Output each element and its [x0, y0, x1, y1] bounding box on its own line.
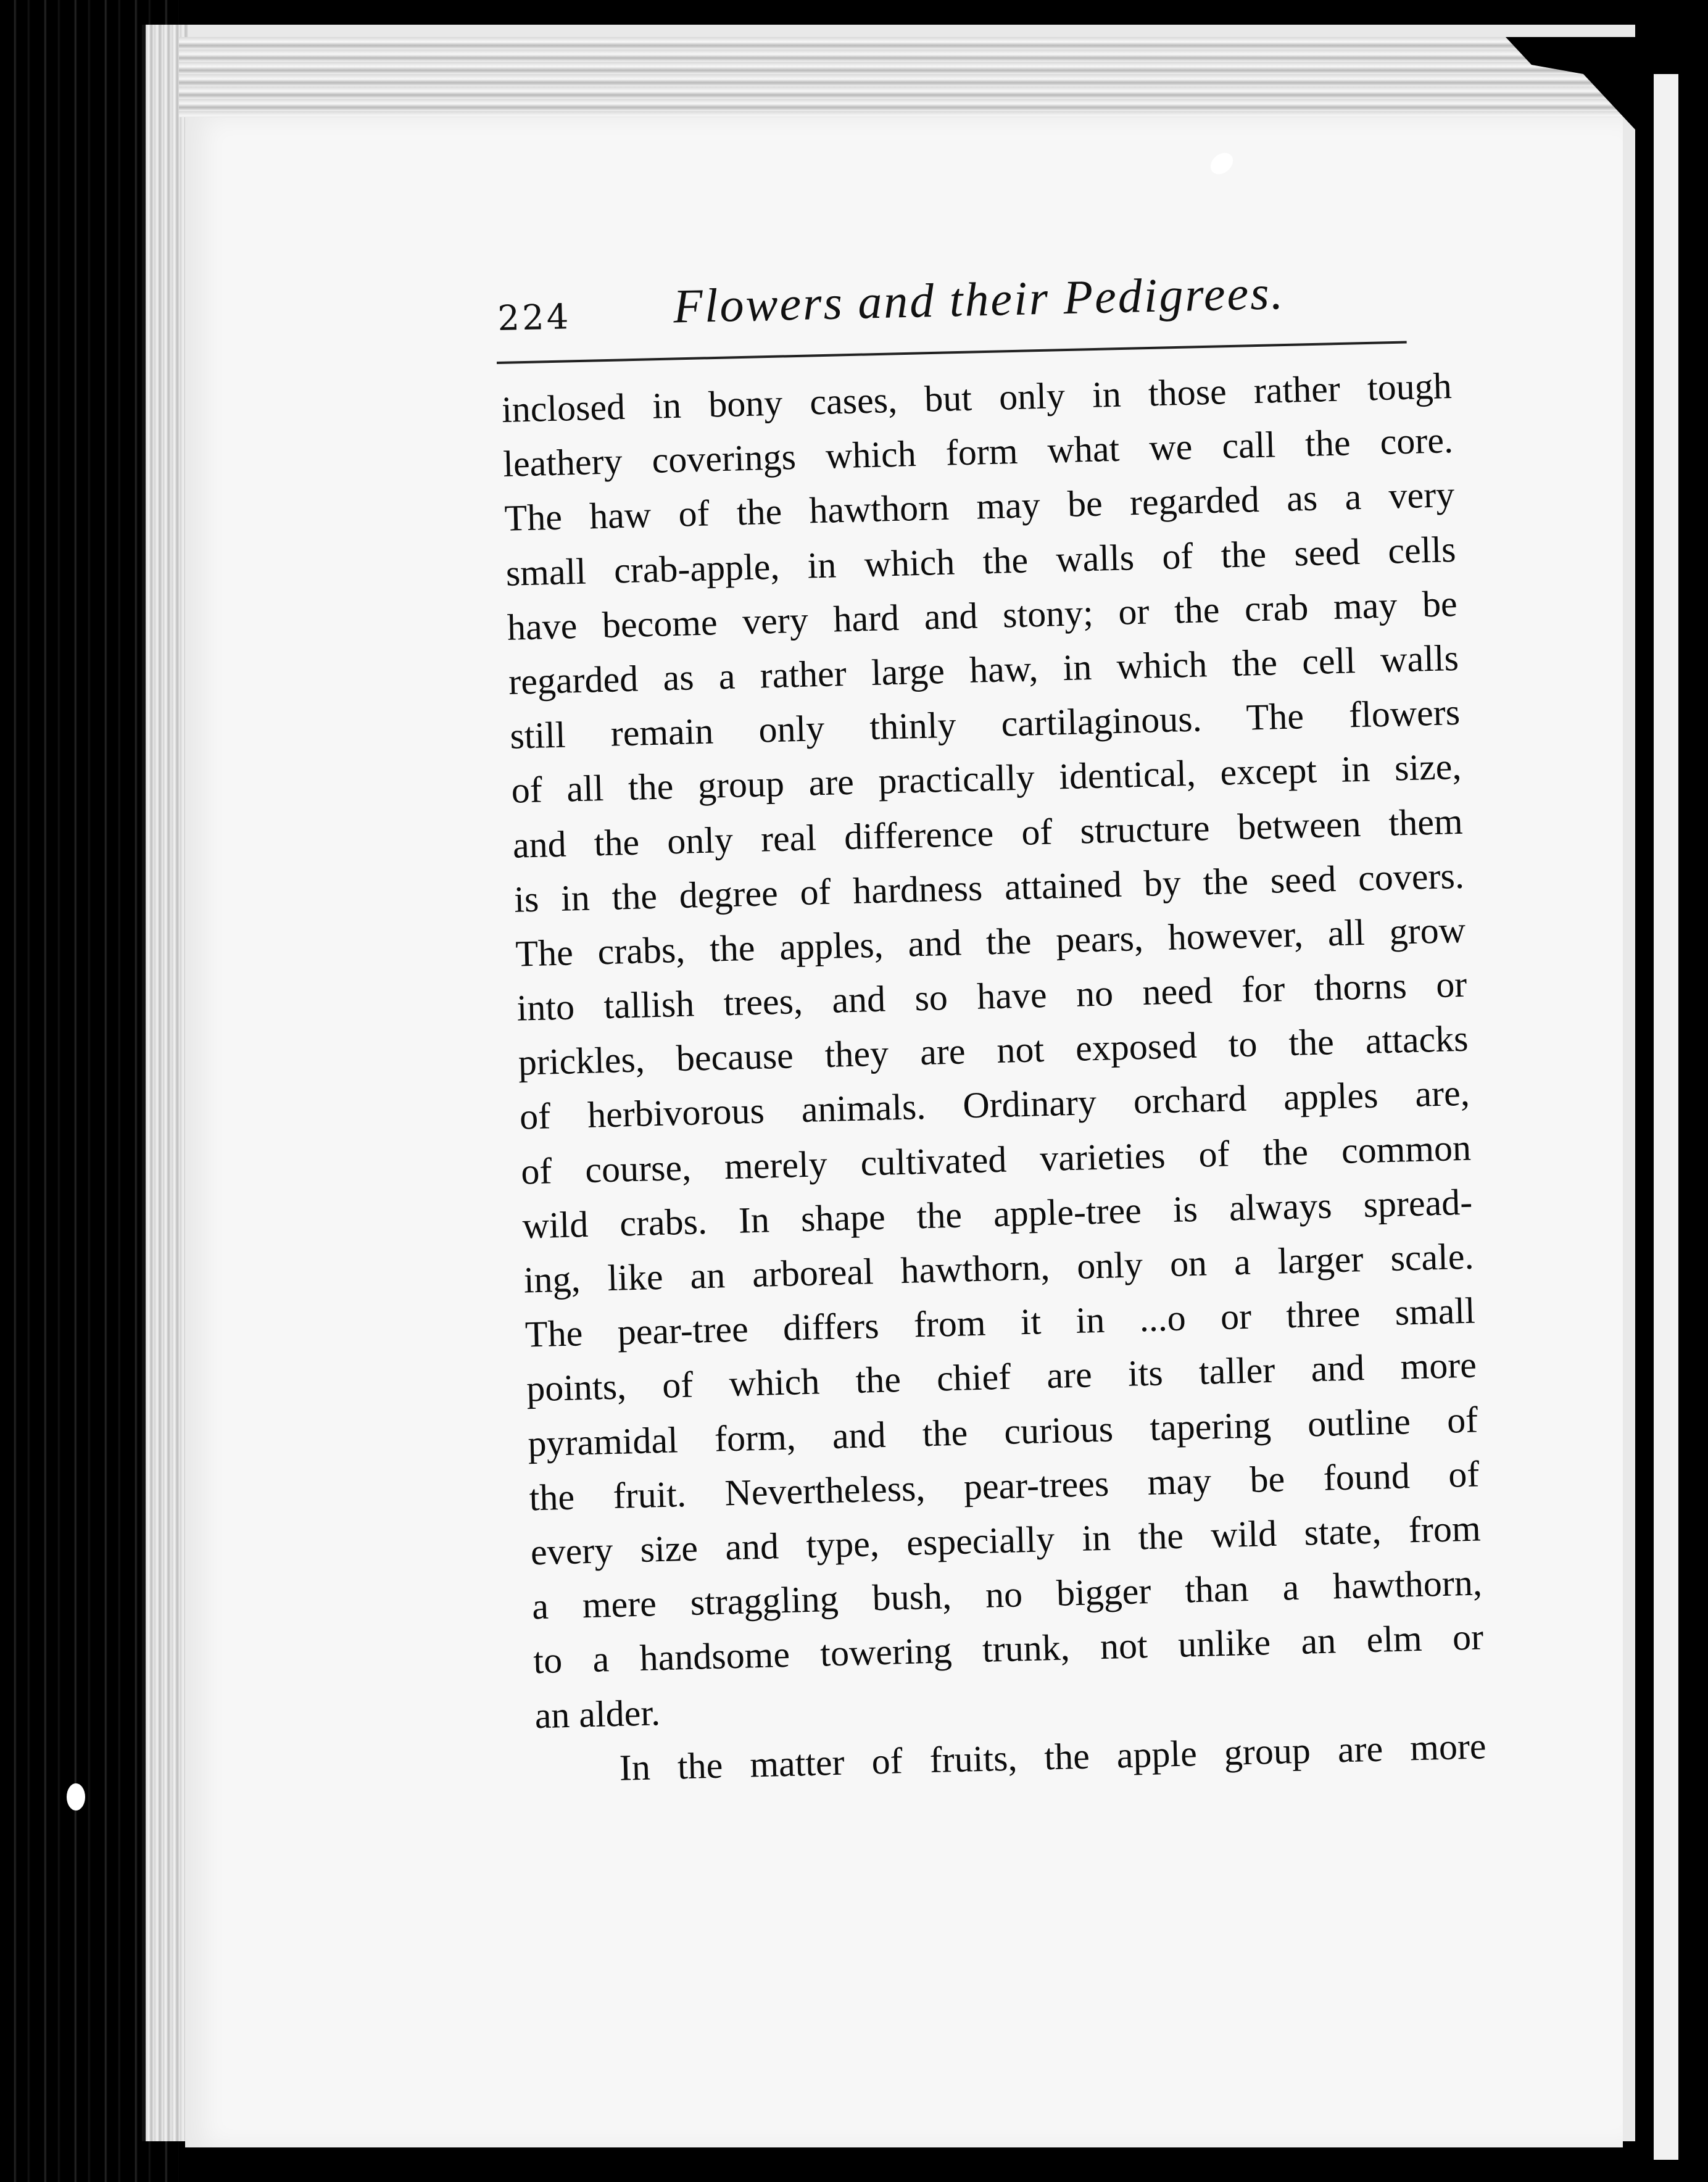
- running-title: Flowers and their Pedigrees.: [673, 265, 1285, 333]
- text-line: of all the group are practically identical, except in size,: [510, 746, 1462, 811]
- text-line: an alder.: [534, 1691, 661, 1736]
- top-page-edge: [179, 37, 1623, 117]
- text-line: The haw of the hawthorn may be regarded as a very: [504, 474, 1455, 539]
- text-line: The crabs, the apples, and the pears, however, all grow: [515, 909, 1466, 974]
- text-line: of course, merely cultivated varieties of the common: [520, 1127, 1472, 1192]
- text-line: is in the degree of hardness attained by the seed covers.: [513, 855, 1465, 920]
- text-line: small crab-apple, in which the walls of the seed cells: [505, 528, 1457, 594]
- next-page-edge: [1654, 74, 1678, 2160]
- right-scan-border: [1635, 0, 1708, 2182]
- text-line: have become very hard and stony; or the crab may be: [507, 583, 1458, 648]
- text-line: into tallish trees, and so have no need for thorns or: [516, 963, 1468, 1029]
- text-line: prickles, because they are not exposed to the attacks: [518, 1018, 1469, 1083]
- text-line: regarded as a rather large haw, in which the cell walls: [508, 637, 1459, 702]
- text-line: to a handsome towering trunk, not unlike an elm or: [533, 1616, 1484, 1682]
- text-line: every size and type, especially in the wild state, from: [530, 1508, 1482, 1573]
- text-line: the fruit. Nevertheless, pear-trees may be found of: [528, 1453, 1480, 1519]
- text-line: of herbivorous animals. Ordinary orchard apples are,: [519, 1072, 1470, 1138]
- page-number: 224: [497, 297, 572, 339]
- text-line: and the only real difference of structure between them: [512, 800, 1464, 866]
- text-line: pyramidal form, and the curious tapering outline of: [527, 1399, 1478, 1464]
- text-line: a mere straggling bush, no bigger than a hawthorn,: [531, 1562, 1483, 1627]
- text-line: leathery coverings which form what we call the core.: [502, 420, 1454, 485]
- body-text: [501, 359, 1487, 1797]
- text-line: ing, like an arboreal hawthorn, only on a larger scale.: [523, 1235, 1475, 1301]
- text-line: still remain only thinly cartilaginous. The flowers: [509, 691, 1461, 757]
- text-line: The pear-tree differs from it in ...o or three small: [524, 1290, 1476, 1355]
- text-line: points, of which the chief are its taller and more: [526, 1344, 1477, 1409]
- text-line: inclosed in bony cases, but only in those rather tough: [501, 365, 1453, 430]
- stacked-page-edges: [146, 25, 189, 2141]
- text-line: wild crabs. In shape the apple-tree is always spread-: [521, 1181, 1473, 1247]
- paragraph-first-line: In the matter of fruits, the apple group are more: [619, 1725, 1487, 1788]
- scan-speck: [67, 1783, 85, 1811]
